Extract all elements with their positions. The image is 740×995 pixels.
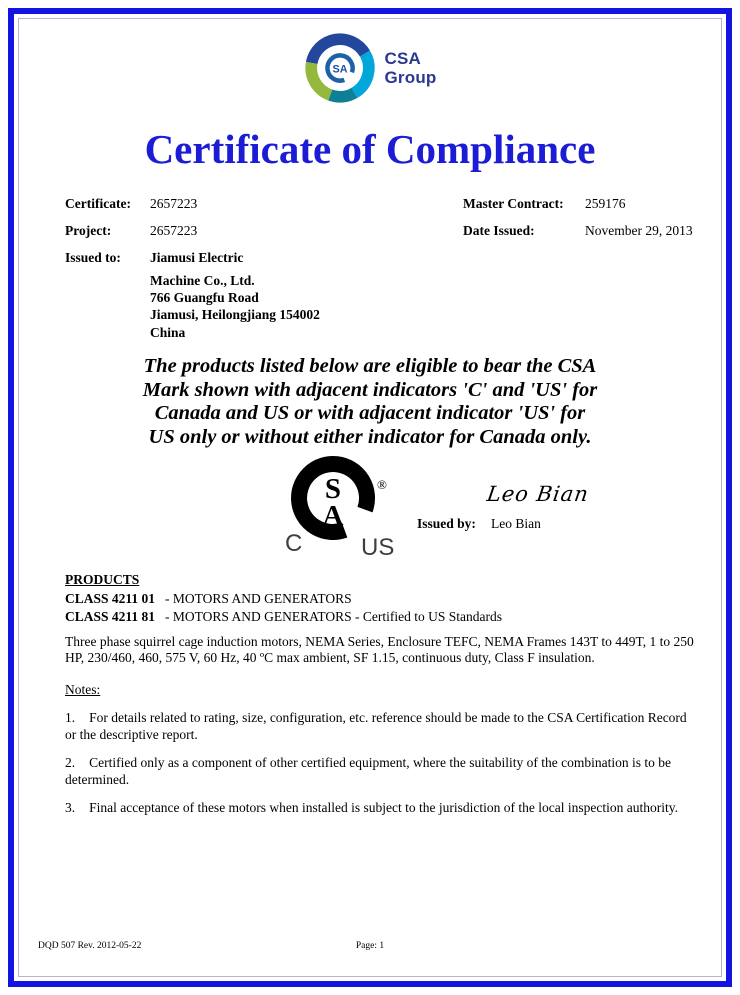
product-class-row — [65, 609, 701, 626]
mark-letter-s: S — [324, 473, 342, 505]
project-label: Project: — [65, 223, 112, 238]
eligibility-statement — [0, 355, 740, 449]
globe-monogram: SA — [332, 63, 347, 76]
address-line: Machine Co., Ltd. — [150, 273, 255, 288]
page-title: Certificate of Compliance — [144, 126, 596, 172]
products-section — [65, 572, 701, 817]
note-text: For details related to rating, size, configuration, etc. reference should be made to the CSA Certification Record or the descriptive report. — [65, 710, 687, 742]
issued-to-address — [150, 272, 320, 341]
address-line: 766 Guangfu Road — [150, 290, 259, 306]
csa-globe-icon — [304, 32, 376, 104]
master-contract-label: Master Contract: — [463, 196, 564, 211]
note-item — [65, 755, 701, 788]
signature-script: Leo Bian — [485, 482, 591, 506]
mark-canada-indicator: C — [285, 530, 303, 557]
note-number: 3. — [65, 800, 76, 815]
wordmark-line1: CSA — [384, 49, 421, 68]
note-number: 1. — [65, 710, 76, 725]
date-issued-value: November 29, 2013 — [585, 223, 693, 238]
issued-to-label: Issued to: — [65, 250, 121, 265]
date-issued-label: Date Issued: — [463, 223, 535, 238]
issued-to-name: Jiamusi Electric — [150, 250, 244, 265]
class-description: - MOTORS AND GENERATORS - Certified to US Standards — [165, 609, 503, 624]
issued-by-value: Leo Bian — [491, 516, 541, 531]
product-description: Three phase squirrel cage induction motors, NEMA Series, Enclosure TEFC, NEMA Frames 143T to 449T, 1 to 250 HP, 230/460, 460, 575 V, 60 Hz, 40 ºC max ambient, SF 1.15, continuous duty, Class F insulation. — [65, 633, 694, 665]
note-text: Certified only as a component of other certified equipment, where the suitability of the combination is to be determined. — [65, 755, 671, 787]
product-class-row — [65, 591, 701, 608]
note-number: 2. — [65, 755, 76, 770]
master-contract-value: 259176 — [585, 196, 626, 211]
note-item — [65, 800, 701, 817]
mark-us-indicator: US — [361, 534, 395, 558]
note-text: Final acceptance of these motors when installed is subject to the jurisdiction of the local inspection authority. — [89, 800, 678, 815]
eligibility-line: Mark shown with adjacent indicators 'C' and 'US' for — [142, 378, 598, 401]
registered-trademark-icon: ® — [377, 477, 387, 492]
csa-group-logo — [0, 32, 740, 104]
mark-letter-a: A — [322, 500, 344, 532]
address-line: China — [150, 324, 186, 340]
eligibility-line: US only or without either indicator for Canada only. — [148, 425, 592, 448]
eligibility-line: The products listed below are eligible to bear the CSA — [143, 355, 597, 377]
certificate-label: Certificate: — [65, 196, 131, 211]
csa-certification-mark-icon — [277, 452, 412, 558]
project-value: 2657223 — [150, 223, 198, 238]
class-code: CLASS 4211 81 — [65, 609, 156, 624]
products-heading: PRODUCTS — [65, 572, 140, 587]
footer-page-number: Page: 1 — [355, 941, 385, 951]
class-description: - MOTORS AND GENERATORS — [165, 590, 352, 606]
footer-document-number: DQD 507 Rev. 2012-05-22 — [38, 941, 142, 951]
notes-heading: Notes: — [65, 681, 101, 697]
note-item — [65, 710, 701, 743]
wordmark-line2: Group — [384, 68, 437, 87]
class-code: CLASS 4211 01 — [65, 590, 156, 606]
certificate-value: 2657223 — [150, 196, 198, 211]
eligibility-line: Canada and US or with adjacent indicator 'US' for — [154, 402, 586, 424]
issued-by-label: Issued by: — [417, 516, 476, 531]
address-line: Jiamusi, Heilongjiang 154002 — [150, 307, 320, 323]
csa-group-wordmark — [385, 49, 437, 87]
